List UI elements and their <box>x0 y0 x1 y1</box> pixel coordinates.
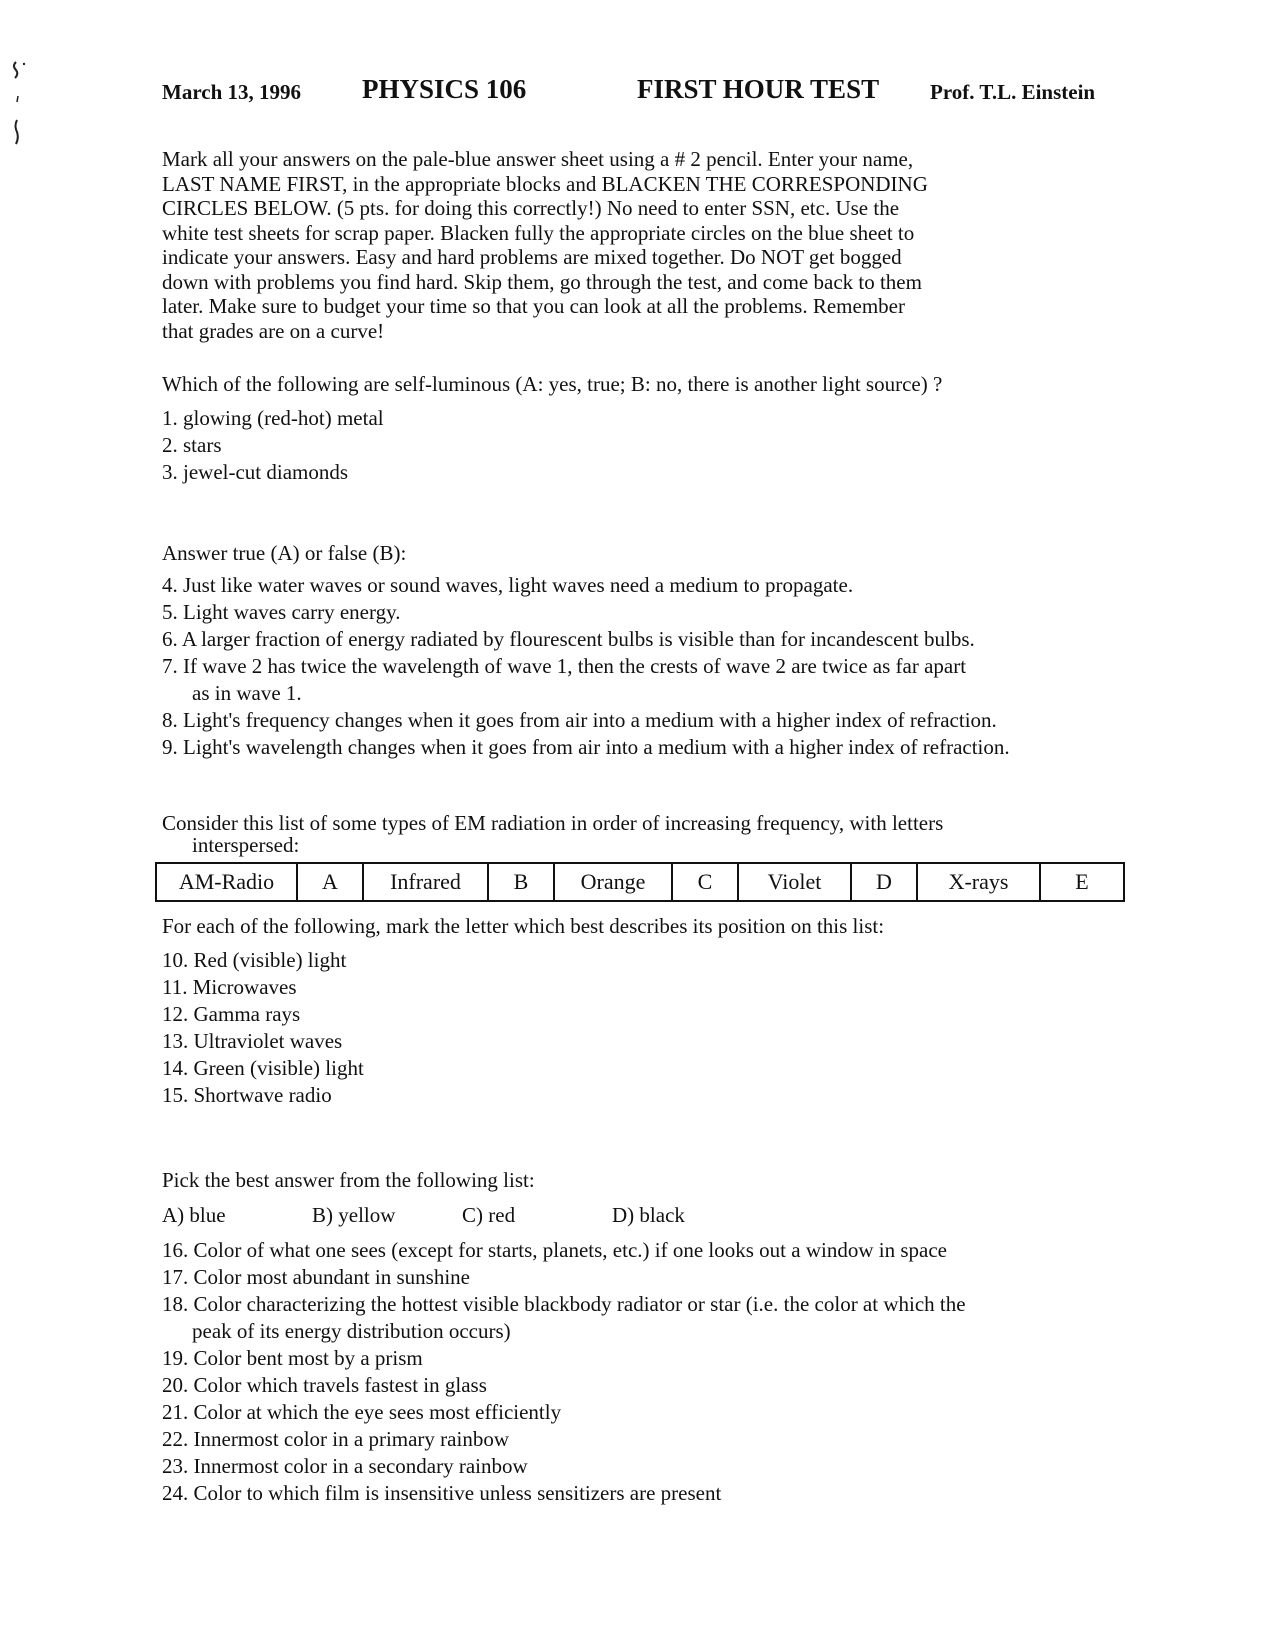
em-letter-cell: B <box>488 863 554 901</box>
course-name: PHYSICS 106 <box>362 74 527 104</box>
section-colors <box>162 1167 1202 1507</box>
question-item: 12. Gamma rays <box>162 1002 301 1026</box>
question-item: 4. Just like water waves or sound waves, light waves need a medium to propagate. <box>162 573 854 597</box>
question-item: 15. Shortwave radio <box>162 1083 332 1107</box>
question-item: 23. Innermost color in a secondary rainbow <box>162 1454 528 1478</box>
question-item: 17. Color most abundant in sunshine <box>162 1265 470 1289</box>
question-item: 24. Color to which film is insensitive unless sensitizers are present <box>162 1481 722 1505</box>
instructions-paragraph <box>162 147 1182 343</box>
question-item: 14. Green (visible) light <box>162 1056 364 1080</box>
section-em-list-intro <box>162 812 1202 856</box>
question-item: 8. Light's frequency changes when it goes from air into a medium with a higher index of refraction. <box>162 708 997 732</box>
em-letter-cell: A <box>297 863 363 901</box>
em-cell: X-rays <box>917 863 1040 901</box>
test-header <box>162 74 1162 114</box>
choice-red: C) red <box>462 1203 516 1227</box>
test-title: FIRST HOUR TEST <box>637 74 880 104</box>
em-letter-cell: D <box>851 863 917 901</box>
instructions-line: down with problems you find hard. Skip them, go through the test, and come back to them <box>162 269 922 294</box>
section-prompt: Which of the following are self-luminous (A: yes, true; B: no, there is another light source) ? <box>162 372 943 396</box>
professor-name: Prof. T.L. Einstein <box>930 80 1096 104</box>
instructions-line: white test sheets for scrap paper. Blacken fully the appropriate circles on the blue sheet to <box>162 220 915 245</box>
instructions-line: that grades are on a curve! <box>162 318 385 343</box>
section-prompt: Answer true (A) or false (B): <box>162 541 407 565</box>
margin-scan-marks <box>8 60 28 160</box>
instructions-line: Mark all your answers on the pale-blue answer sheet using a # 2 pencil. Enter your name, <box>162 147 914 171</box>
section-self-luminous <box>162 371 1202 486</box>
question-item-continuation: peak of its energy distribution occurs) <box>192 1319 511 1343</box>
choice-yellow: B) yellow <box>312 1203 396 1227</box>
question-item: 11. Microwaves <box>162 975 297 999</box>
em-letter-cell: E <box>1040 863 1124 901</box>
question-item: 22. Innermost color in a primary rainbow <box>162 1427 509 1451</box>
answer-choices <box>162 1201 1202 1229</box>
section-prompt: Consider this list of some types of EM radiation in order of increasing frequency, with letters <box>162 811 944 835</box>
question-item: 10. Red (visible) light <box>162 948 347 972</box>
question-item: 16. Color of what one sees (except for starts, planets, etc.) if one looks out a window in space <box>162 1238 947 1262</box>
question-item: 7. If wave 2 has twice the wavelength of wave 1, then the crests of wave 2 are twice as far apart <box>162 654 967 678</box>
question-item: 1. glowing (red-hot) metal <box>162 406 384 430</box>
em-cell: Orange <box>554 863 672 901</box>
section-prompt: Pick the best answer from the following list: <box>162 1168 535 1192</box>
question-item: 18. Color characterizing the hottest visible blackbody radiator or star (i.e. the color at which the <box>162 1292 966 1316</box>
section-prompt: For each of the following, mark the letter which best describes its position on this list: <box>162 914 885 938</box>
choice-blue: A) blue <box>162 1203 226 1227</box>
instructions-line: LAST NAME FIRST, in the appropriate blocks and BLACKEN THE CORRESPONDING <box>162 171 928 196</box>
em-cell: Violet <box>738 863 851 901</box>
question-item: 19. Color bent most by a prism <box>162 1346 423 1370</box>
em-letter-cell: C <box>672 863 738 901</box>
instructions-line: indicate your answers. Easy and hard problems are mixed together. Do NOT get bogged <box>162 245 902 269</box>
question-item: 5. Light waves carry energy. <box>162 600 401 624</box>
em-cell: AM-Radio <box>178 869 275 894</box>
question-item: 9. Light's wavelength changes when it goes from air into a medium with a higher index of refraction. <box>162 735 1010 759</box>
em-cell: Infrared <box>363 863 488 901</box>
instructions-line: later. Make sure to budget your time so that you can look at all the problems. Remember <box>162 294 905 318</box>
instructions-line: CIRCLES BELOW. (5 pts. for doing this correctly!) No need to enter SSN, etc. Use the <box>162 196 900 220</box>
section-prompt-continuation: interspersed: <box>192 833 300 857</box>
question-item: 3. jewel-cut diamonds <box>162 460 349 484</box>
question-item-continuation: as in wave 1. <box>192 681 302 705</box>
question-item: 13. Ultraviolet waves <box>162 1029 343 1053</box>
choice-black: D) black <box>612 1203 685 1227</box>
question-item: 6. A larger fraction of energy radiated by flourescent bulbs is visible than for incandescent bulbs. <box>162 627 975 651</box>
test-date: March 13, 1996 <box>162 80 302 104</box>
section-em-position <box>162 913 1202 1109</box>
section-true-false <box>162 540 1202 761</box>
em-spectrum-table <box>155 862 1125 902</box>
question-item: 2. stars <box>162 433 222 457</box>
question-item: 20. Color which travels fastest in glass <box>162 1373 487 1397</box>
question-item: 21. Color at which the eye sees most efficiently <box>162 1400 562 1424</box>
